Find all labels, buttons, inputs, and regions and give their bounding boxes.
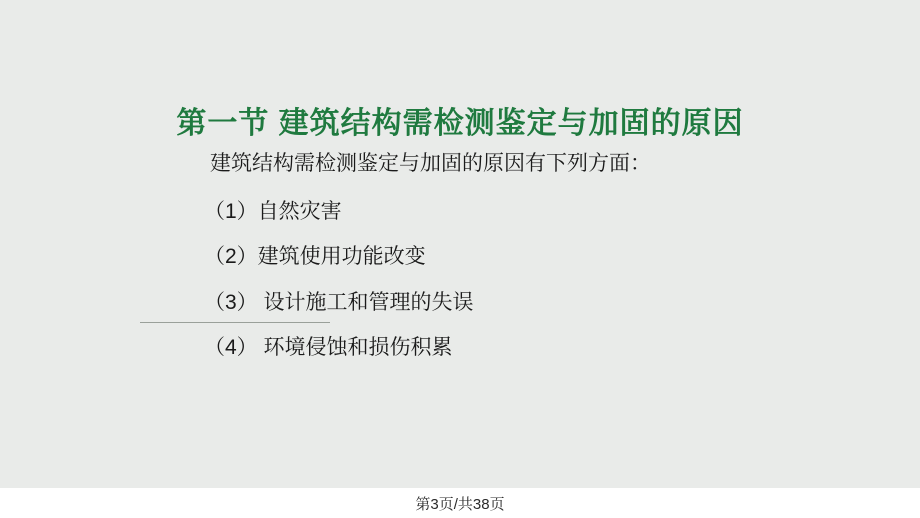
slide-body — [180, 148, 860, 378]
lead-paragraph: 建筑结构需检测鉴定与加固的原因有下列方面： — [210, 152, 651, 175]
list-item: （4） 环境侵蚀和损伤积累 — [204, 336, 453, 359]
list-item: （3） 设计施工和管理的失误 — [204, 290, 474, 314]
horizontal-divider — [140, 322, 330, 323]
page-title: 第一节 建筑结构需检测鉴定与加固的原因 — [176, 107, 744, 141]
page-number: 第3页/共38页 — [415, 496, 505, 513]
list-item: （1）自然灾害 — [204, 199, 342, 223]
list-item: （2）建筑使用功能改变 — [204, 245, 426, 268]
